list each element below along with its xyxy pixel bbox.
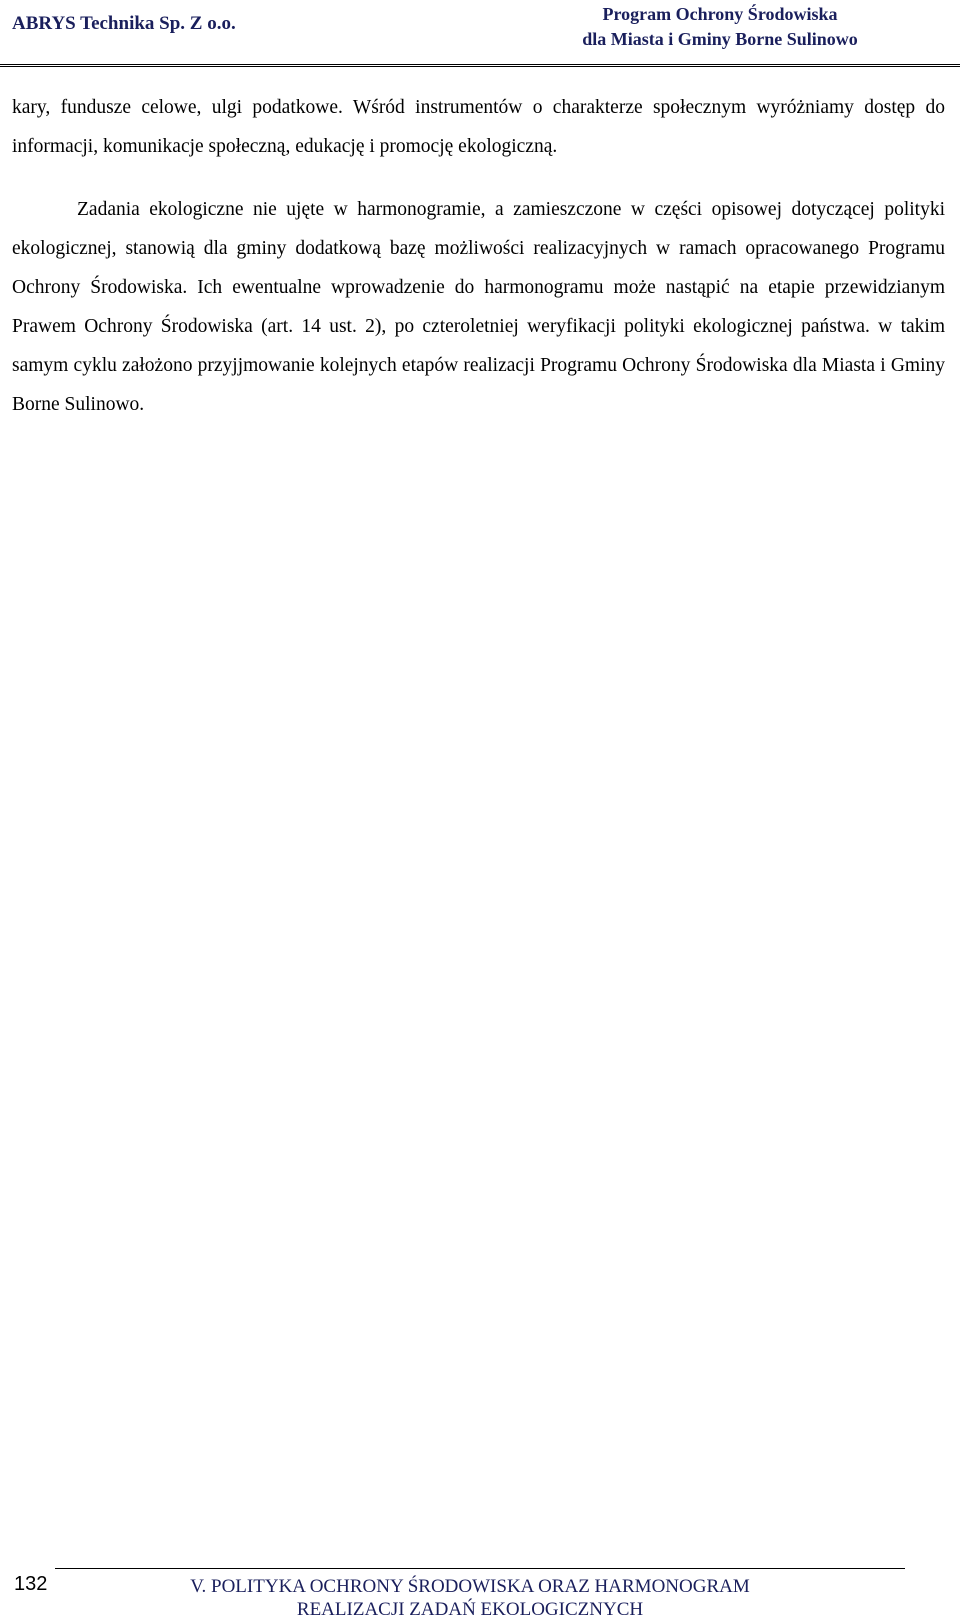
paragraph-instruments: kary, fundusze celowe, ulgi podatkowe. Wśród instrumentów o charakterze społecznym wyróżniamy dostęp do informacji, komunikacje społeczną, edukację i promocję ekologiczną.	[12, 97, 945, 157]
section-title-line1: V. POLITYKA OCHRONY ŚRODOWISKA ORAZ HARMONOGRAM	[190, 1576, 750, 1597]
document-body	[12, 88, 945, 424]
program-title-line2: dla Miasta i Gminy Borne Sulinowo	[582, 29, 858, 49]
paragraph-tasks: Zadania ekologiczne nie ujęte w harmonogramie, a zamieszczone w części opisowej dotyczącej polityki ekologicznej, stanowią dla gminy dodatkową bazę możliwości realizacyjnych w ramach opracowanego Programu Ochrony Środowiska. Ich ewentualne wprowadzenie do harmonogramu może nastąpić na etapie przewidzianym Prawem Ochrony Środowiska (art. 14 ust. 2), po czteroletniej weryfikacji polityki ekologicznej państwa. w takim samym cyklu założono przyjjmowanie kolejnych etapów realizacji Programu Ochrony Środowiska dla Miasta i Gminy Borne Sulinowo.	[12, 199, 945, 415]
footer-divider	[55, 1568, 905, 1569]
program-title-line1: Program Ochrony Środowiska	[602, 4, 838, 24]
page-number: 132	[14, 1573, 48, 1595]
header-divider	[0, 64, 960, 67]
page-header	[0, 0, 960, 70]
program-title	[520, 2, 920, 52]
section-title-line2: REALIZACJI ZADAŃ EKOLOGICZNYCH	[296, 1599, 644, 1620]
section-title	[150, 1575, 790, 1621]
company-name: ABRYS Technika Sp. Z o.o.	[12, 13, 236, 34]
